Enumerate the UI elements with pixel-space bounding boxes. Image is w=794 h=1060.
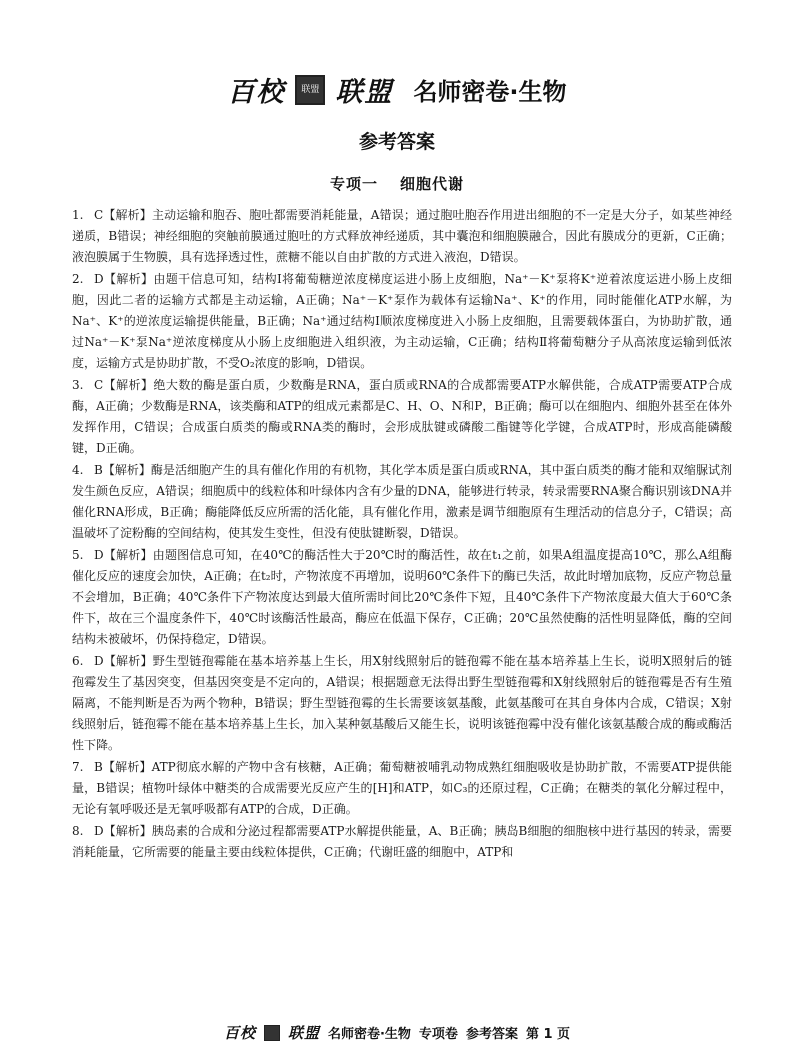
footer-title: 名师密卷·生物	[327, 1027, 411, 1042]
footer-volume: 专项卷	[418, 1027, 458, 1042]
answer-number: 7.	[72, 760, 84, 774]
footer-seal-logo	[264, 1025, 280, 1041]
answer-item	[72, 460, 732, 544]
page-number: 第 1 页	[525, 1027, 571, 1042]
answer-item	[72, 269, 732, 374]
answer-text: D【解析】由题图信息可知，在40℃的酶活性大于20℃时的酶活性，故在t₁之前，如果A组温度提高10℃，那么A组酶催化反应的速度会加快，A正确；在t₂时，产物浓度不再增加，说明60℃条件下的酶已失活，故此时增加底物，反应产物总量不会增加，B正确；40℃条件下产物浓度达到最大值所需时间比20℃条件下短，且40℃条件下产物浓度最大值大于60℃条件下，故在三个温度条件下，40℃时该酶活性最高，酶应在低温下保存，C正确；20℃虽然使酶的活性明显降低，酶的空间结构未被破坏，仍保持稳定，D错误。	[72, 548, 732, 646]
footer-brand-left: 百校	[223, 1024, 256, 1042]
brand-name-left: 百校	[227, 77, 286, 108]
answer-item	[72, 205, 732, 268]
answer-text: D【解析】胰岛素的合成和分泌过程都需要ATP水解提供能量，A、B正确；胰岛B细胞的细胞核中进行基因的转录，需要消耗能量，它所需要的能量主要由线粒体提供，C正确；代谢旺盛的细胞中，ATP和	[72, 824, 732, 859]
seal-logo: 联盟	[295, 75, 325, 105]
answer-item	[72, 757, 732, 820]
answer-number: 8.	[72, 824, 84, 838]
answer-text: B【解析】ATP彻底水解的产物中含有核糖，A正确；葡萄糖被哺乳动物成熟红细胞吸收是协助扩散，不需要ATP提供能量，B错误；植物叶绿体中糖类的合成需要光反应产生的[H]和ATP，如C₃的还原过程，C正确；在糖类的氧化分解过程中，无论有氧呼吸还是无氧呼吸都有ATP的合成，D正确。	[72, 760, 732, 816]
answer-item	[72, 821, 732, 863]
answer-text: C【解析】主动运输和胞吞、胞吐都需要消耗能量，A错误；通过胞吐胞吞作用进出细胞的不一定是大分子，如某些神经递质，B错误；神经细胞的突触前膜通过胞吐的方式释放神经递质，其中囊泡和细胞膜融合，因此有膜成分的更新，C正确；液泡膜属于生物膜，具有选择透过性，蔗糖不能以自由扩散的方式进入液泡，D错误。	[72, 208, 732, 264]
brand-name-right: 联盟	[335, 77, 394, 108]
page-footer	[0, 1022, 794, 1043]
answer-number: 4.	[72, 463, 84, 477]
section-name: 细胞代谢	[400, 175, 465, 193]
answer-text: D【解析】由题干信息可知，结构Ⅰ将葡萄糖逆浓度梯度运进小肠上皮细胞，Na⁺－K⁺泵将K⁺逆着浓度运进小肠上皮细胞，因此二者的运输方式都是主动运输，A正确；Na⁺－K⁺泵作为载体有运输Na⁺、K⁺的作用，同时能催化ATP水解，为Na⁺、K⁺的逆浓度运输提供能量，B正确；Na⁺通过结构Ⅰ顺浓度梯度进入小肠上皮细胞，且需要载体蛋白，为协助扩散，通过Na⁺－K⁺泵Na⁺逆浓度梯度从小肠上皮细胞进入组织液，为主动运输，C正确；结构Ⅱ将葡萄糖分子从高浓度运输到低浓度，运输方式是协助扩散，不受O₂浓度的影响，D错误。	[72, 272, 732, 370]
section-title	[0, 173, 794, 194]
answer-item	[72, 651, 732, 756]
section-label: 专项一	[329, 175, 378, 193]
answer-number: 3.	[72, 378, 84, 392]
answer-text: B【解析】酶是活细胞产生的具有催化作用的有机物，其化学本质是蛋白质或RNA，其中蛋白质类的酶才能和双缩脲试剂发生颜色反应，A错误；细胞质中的线粒体和叶绿体内含有少量的DNA，能够进行转录，转录需要RNA聚合酶识别该DNA并催化RNA形成，B正确；酶能降低反应所需的活化能，具有催化作用，激素是调节细胞原有生理活动的信息分子，C错误；高温破坏了淀粉酶的空间结构，使其发生变性，但没有使肽键断裂，D错误。	[72, 463, 732, 540]
answer-item	[72, 375, 732, 459]
answer-number: 2.	[72, 272, 84, 286]
masthead-title: 名师密卷·生物	[413, 78, 567, 106]
doc-title: 参考答案	[358, 131, 435, 153]
answer-number: 6.	[72, 654, 84, 668]
footer-brand-right: 联盟	[287, 1024, 320, 1042]
answer-number: 1.	[72, 208, 84, 222]
answer-item	[72, 545, 732, 650]
answer-number: 5.	[72, 548, 84, 562]
masthead	[0, 70, 794, 109]
answer-list	[72, 205, 732, 864]
answer-text: C【解析】绝大数的酶是蛋白质，少数酶是RNA，蛋白质或RNA的合成都需要ATP水解供能，合成ATP需要ATP合成酶，A正确；少数酶是RNA，该类酶和ATP的组成元素都是C、H、O、N和P，B正确；酶可以在细胞内、细胞外甚至在体外发挥作用，C错误；合成蛋白质类的酶或RNA类的酶时，会形成肽键或磷酸二酯键等化学键，合成ATP时，形成高能磷酸键，D正确。	[72, 378, 732, 455]
answer-text: D【解析】野生型链孢霉能在基本培养基上生长，用X射线照射后的链孢霉不能在基本培养基上生长，说明X照射后的链孢霉发生了基因突变，但基因突变是不定向的，A错误；根据题意无法得出野生型链孢霉和X射线照射后的链孢霉是否有生殖隔离，不能判断是否为两个物种，B错误；野生型链孢霉的生长需要该氨基酸，此氨基酸可在其自身体内合成，C错误；X射线照射后，链孢霉不能在基本培养基上生长，加入某种氨基酸后又能生长，说明该链孢霉中没有催化该氨基酸合成的酶或酶活性下降。	[72, 654, 733, 752]
footer-doc: 参考答案	[465, 1027, 518, 1042]
